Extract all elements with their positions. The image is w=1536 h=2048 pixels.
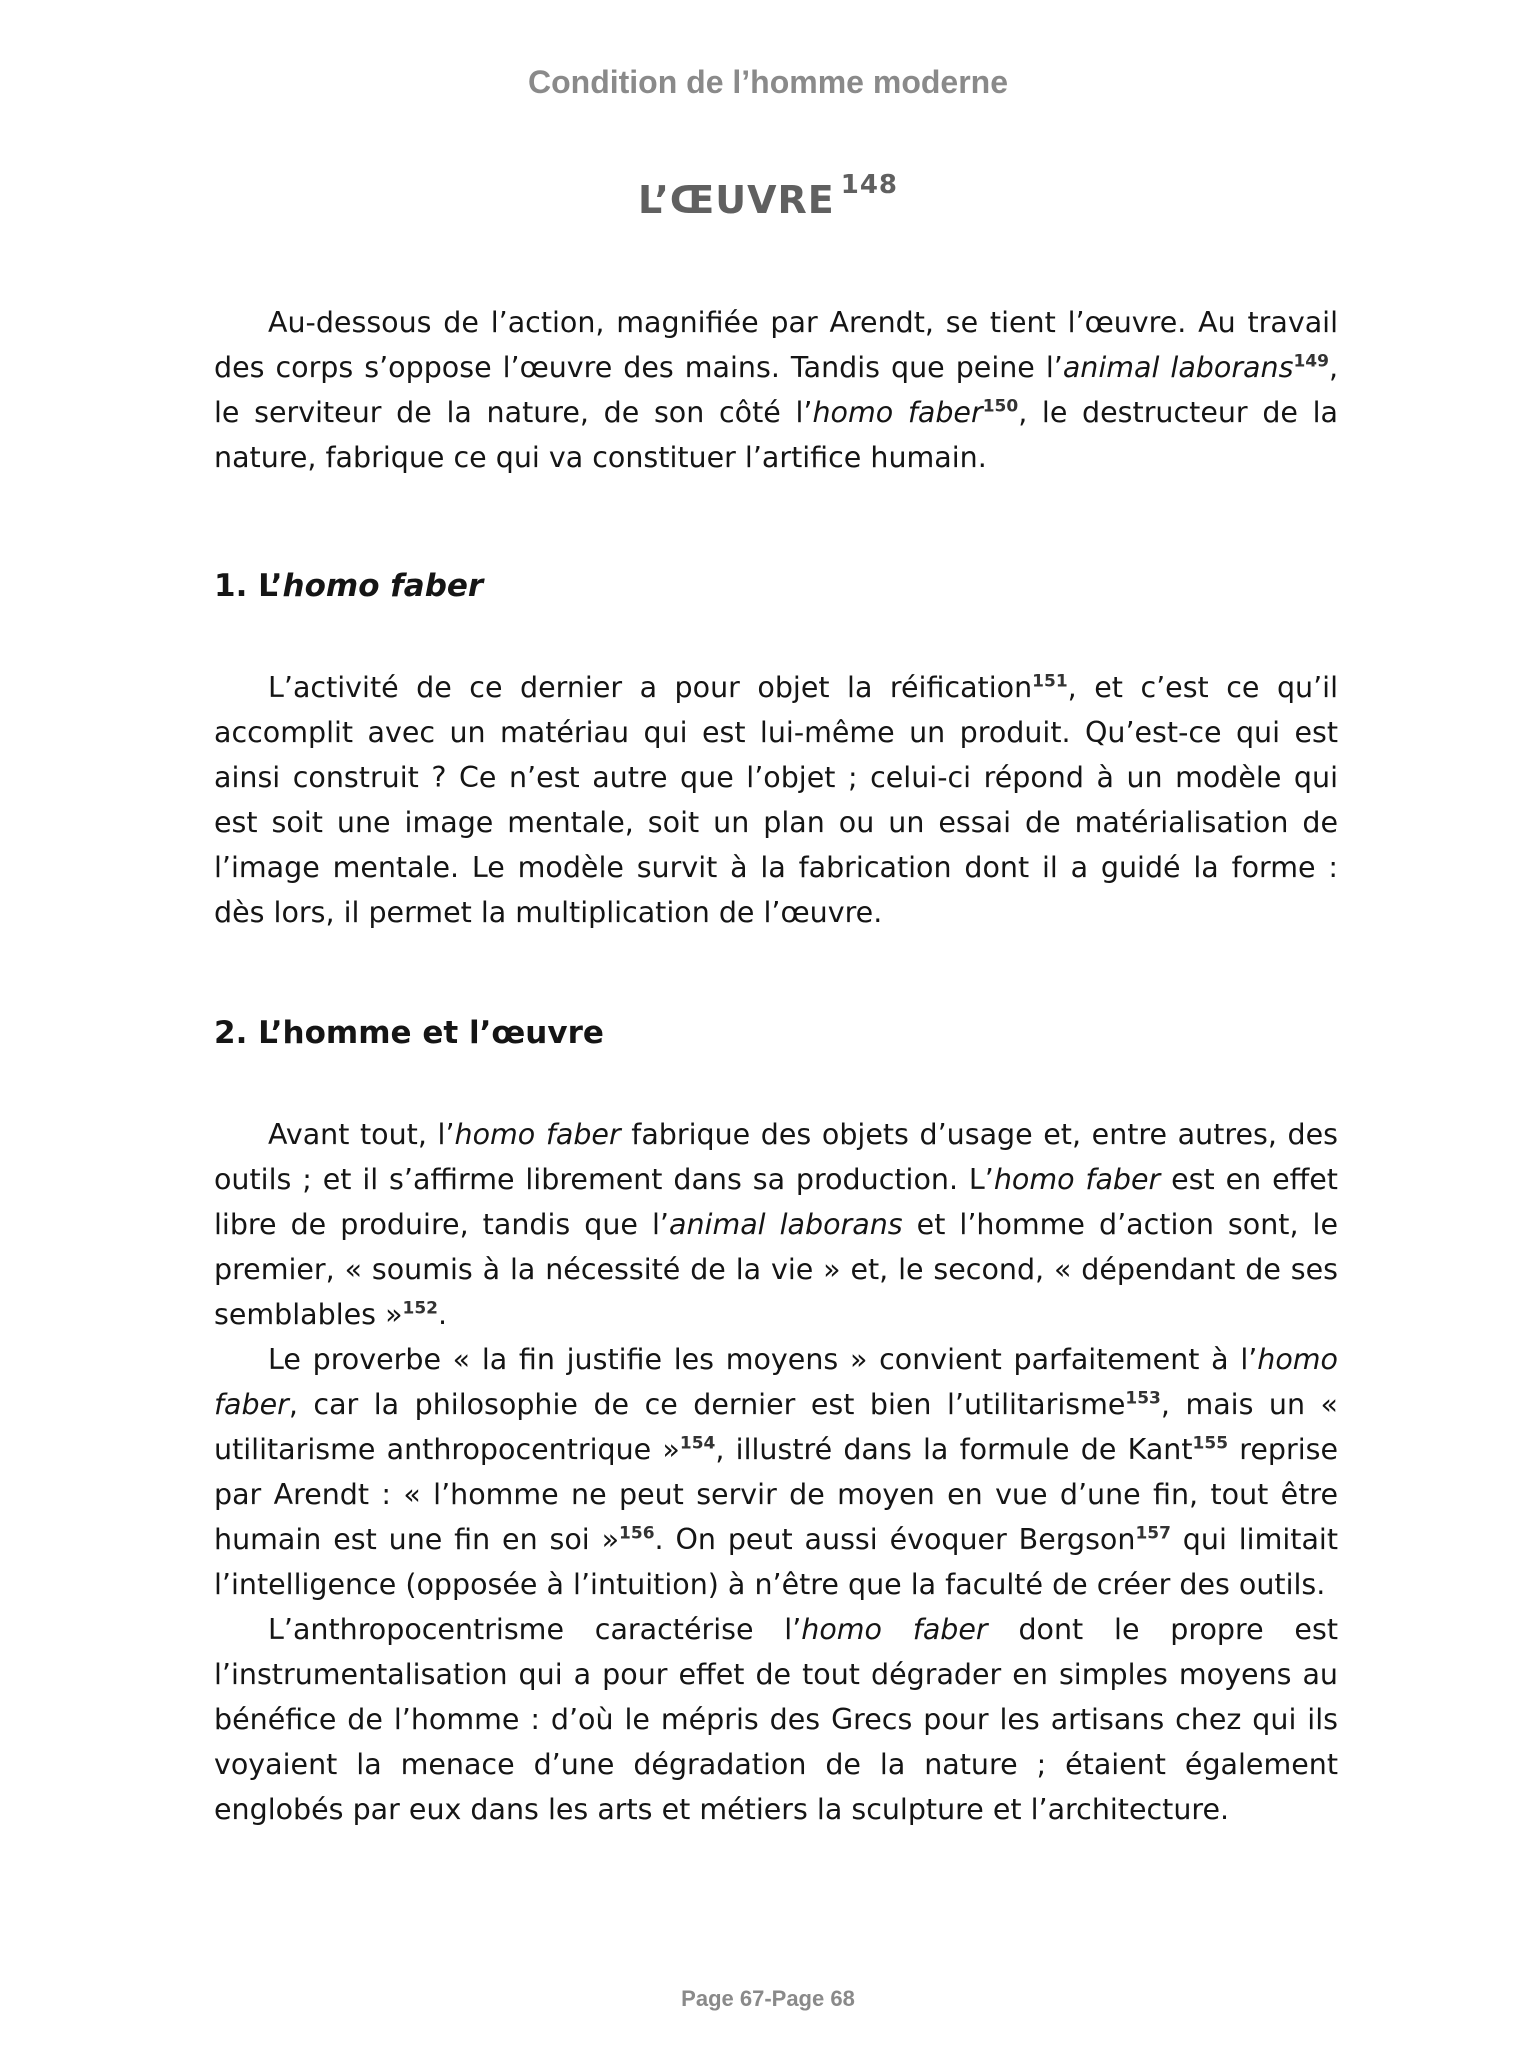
paragraph: L’anthropocentrisme caractérise l’homo faber dont le propre est l’instrumentalisation qui a pour effet de tout dégrader en simples moyens au bénéfice de l’homme : d’où le mépris des Grecs pour les artisans chez qui ils voyaient la menace d’une dégradation de la nature ; étaient également englobés par eux dans les arts et métiers la sculpture et l’architecture. xyxy=(214,1613,1338,1826)
footnote-ref[interactable]: 156 xyxy=(619,1523,655,1544)
footnote-ref[interactable]: 153 xyxy=(1125,1388,1161,1409)
section-heading: 1. L’homo faber xyxy=(214,568,484,604)
footnote-ref[interactable]: 157 xyxy=(1135,1523,1171,1544)
section-heading: 2. L’homme et l’œuvre xyxy=(214,1015,604,1051)
chapter-title xyxy=(0,170,1536,222)
footnote-ref[interactable]: 154 xyxy=(679,1433,716,1454)
paragraph: L’activité de ce dernier a pour objet la réification$^{151}$, et c’est ce qu’il accomplit avec un matériau qui est lui-même un produit. Qu’est-ce qui est ainsi construit ? Ce n’est autre que l’objet ; celui-ci répond à un modèle qui est soit une image mentale, soit un plan ou un essai de matérialisation de l’image mentale. Le modèle survit à la fabrication dont il a guidé la forme : dès lors, il permet la multiplication de l’œuvre. xyxy=(214,671,1338,929)
section-2-body xyxy=(214,1112,1338,1832)
footnote-ref[interactable]: 148 xyxy=(840,170,899,200)
intro-section xyxy=(214,300,1338,480)
paragraph: Avant tout, l’homo faber fabrique des objets d’usage et, entre autres, des outils ; et il s’affirme librement dans sa production. L’homo faber est en effet libre de produire, tandis que l’animal laborans et l’homme d’action sont, le premier, « soumis à la nécessité de la vie » et, le second, « dépendant de ses semblables »$^{152}$. xyxy=(214,1118,1339,1331)
running-head: Condition de l’homme moderne xyxy=(527,64,1008,100)
footnote-ref[interactable]: 151 xyxy=(1032,671,1068,692)
section-1-body xyxy=(214,665,1338,935)
section-2 xyxy=(214,1015,1338,1051)
footnote-ref[interactable]: 150 xyxy=(982,396,1019,417)
page-number: Page 67-Page 68 xyxy=(681,1986,855,2011)
chapter-title-text: L’ŒUVRE xyxy=(637,178,835,222)
intro-paragraph: Au-dessous de l’action, magnifiée par Arendt, se tient l’œuvre. Au travail des corps s’oppose l’œuvre des mains. Tandis que peine l’animal laborans$^{149}$, le serviteur de la nature, de son côté l’homo faber$^{150}$, le destructeur de la nature, fabrique ce qui va constituer l’artifice humain. xyxy=(214,306,1338,474)
paragraph: Le proverbe « la fin justifie les moyens » convient parfaitement à l’homo faber, car la philosophie de ce dernier est bien l’utilitarisme$^{153}$, mais un « utilitarisme anthropocentrique »$^{154}$, illustré dans la formule de Kant$^{155}$ reprise par Arendt : « l’homme ne peut servir de moyen en vue d’une fin, tout être humain est une fin en soi »$^{156}$. On peut aussi évoquer Bergson$^{157}$ qui limitait l’intelligence (opposée à l’intuition) à n’être que la faculté de créer des outils. xyxy=(214,1343,1338,1601)
footnote-ref[interactable]: 149 xyxy=(1293,351,1329,372)
section-1 xyxy=(214,568,1338,604)
footnote-ref[interactable]: 152 xyxy=(402,1298,439,1319)
footnote-ref[interactable]: 155 xyxy=(1192,1433,1229,1454)
